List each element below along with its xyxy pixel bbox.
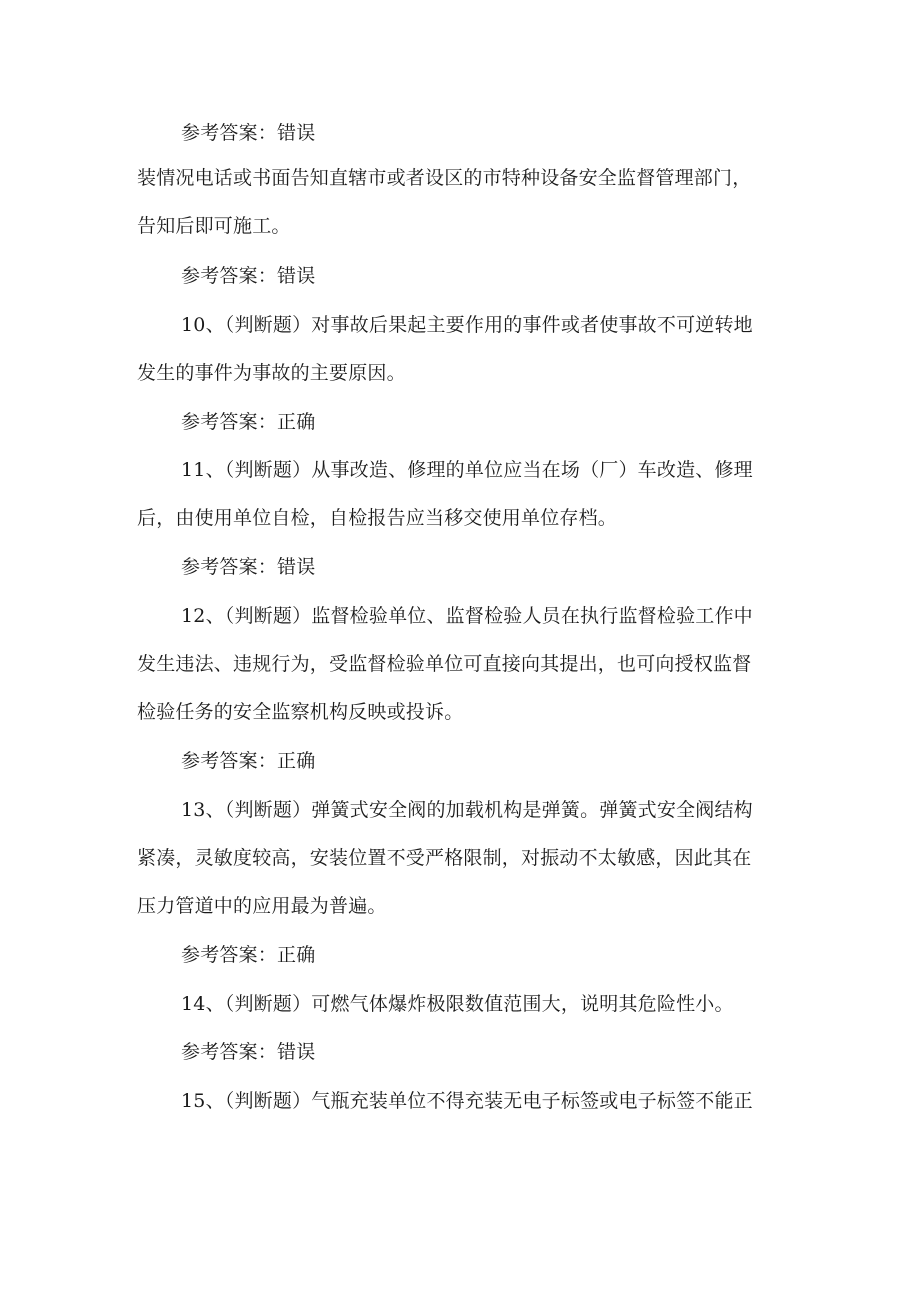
answer-line: 参考答案：错误 xyxy=(181,265,316,287)
question-line: 13、（判断题）弹簧式安全阀的加载机构是弹簧。弹簧式安全阀结构 xyxy=(181,799,753,821)
text-line: 装情况电话或书面告知直辖市或者设区的市特种设备安全监督管理部门， xyxy=(137,167,752,189)
answer-line: 参考答案：正确 xyxy=(181,750,316,772)
answer-line: 参考答案：错误 xyxy=(181,1041,316,1063)
question-line: 14、（判断题）可燃气体爆炸极限数值范围大，说明其危险性小。 xyxy=(181,993,734,1015)
question-line: 后，由使用单位自检，自检报告应当移交使用单位存档。 xyxy=(137,507,618,529)
question-line: 紧凑，灵敏度较高，安装位置不受严格限制，对振动不太敏感，因此其在 xyxy=(137,847,752,869)
question-line: 10、（判断题）对事故后果起主要作用的事件或者使事故不可逆转地 xyxy=(181,314,753,336)
question-line: 15、（判断题）气瓶充装单位不得充装无电子标签或电子标签不能正 xyxy=(181,1090,753,1112)
answer-line: 参考答案：正确 xyxy=(181,411,316,433)
answer-line: 参考答案：错误 xyxy=(181,556,316,578)
question-line: 压力管道中的应用最为普遍。 xyxy=(137,895,387,917)
question-line: 发生违法、违规行为，受监督检验单位可直接向其提出，也可向授权监督 xyxy=(137,653,752,675)
text-line: 告知后即可施工。 xyxy=(137,215,291,237)
question-line: 发生的事件为事故的主要原因。 xyxy=(137,362,406,384)
question-line: 12、（判断题）监督检验单位、监督检验人员在执行监督检验工作中 xyxy=(181,605,753,627)
question-line: 11、（判断题）从事改造、修理的单位应当在场（厂）车改造、修理 xyxy=(181,459,753,481)
question-line: 检验任务的安全监察机构反映或投诉。 xyxy=(137,701,464,723)
answer-line: 参考答案：错误 xyxy=(181,122,316,144)
answer-line: 参考答案：正确 xyxy=(181,944,316,966)
